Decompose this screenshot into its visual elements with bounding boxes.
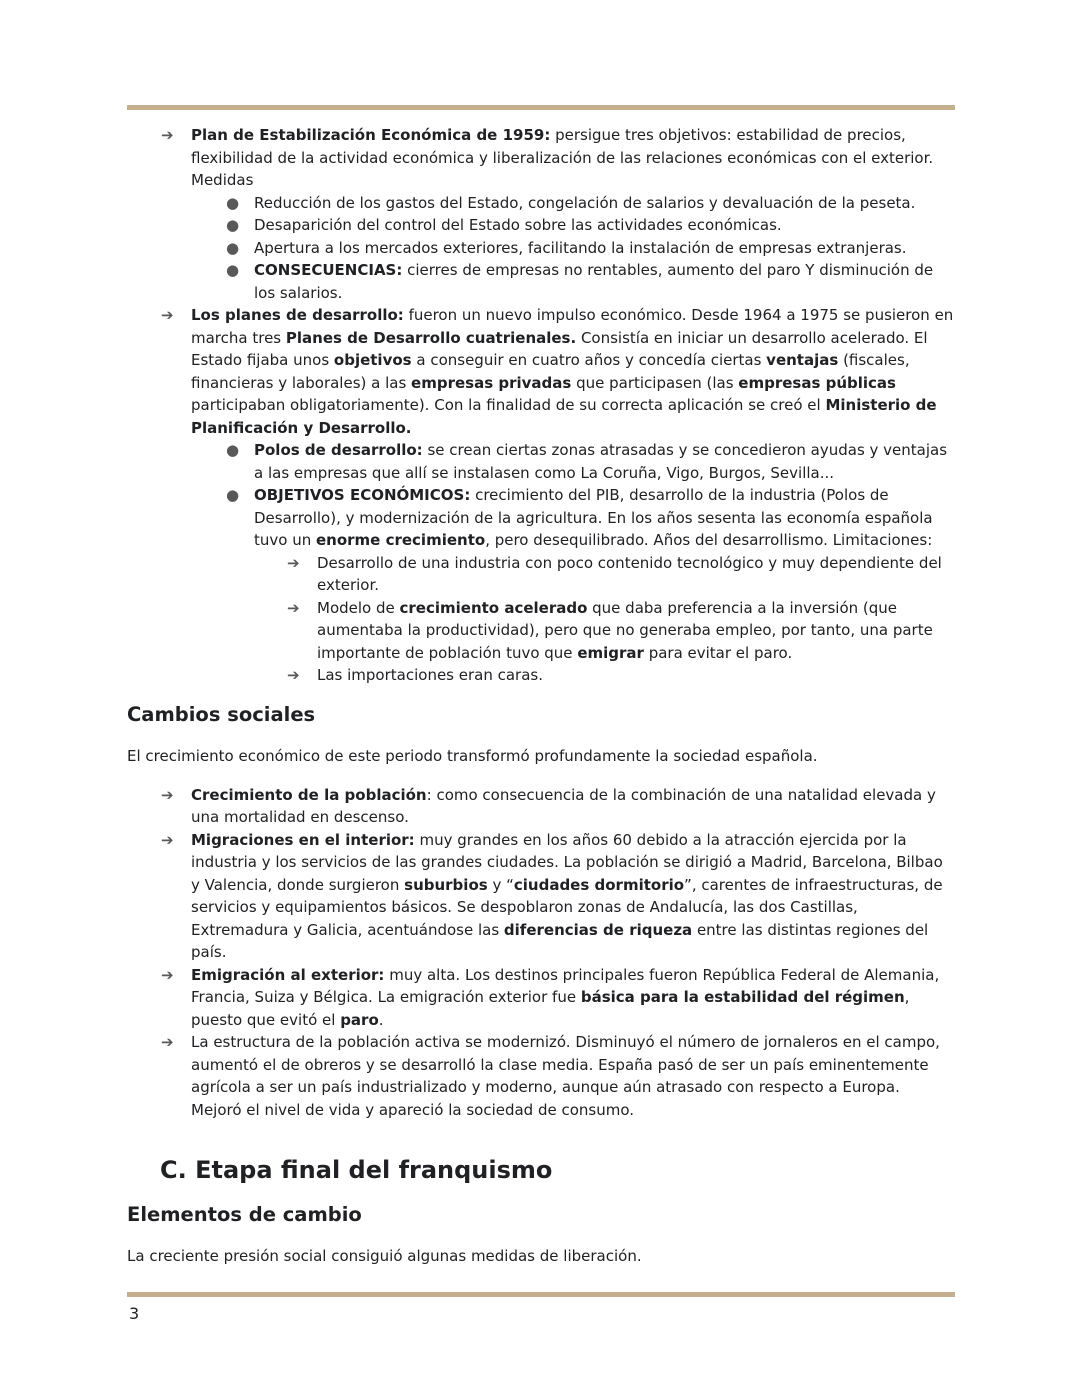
objetivos-economicos-item: ● OBJETIVOS ECONÓMICOS: crecimiento del PIB, desarrollo de la industria (Polos de Desarrollo), y modernización de la agricultura. En los años sesenta las economía española tuvo un enorme crecimiento, pero desequilibrado. Años del desarrollismo. Limitaciones: — [226, 486, 933, 549]
arrow-icon: ➔ — [287, 598, 300, 617]
arrow-icon: ➔ — [287, 553, 300, 572]
limitacion-item: ➔ Modelo de crecimiento acelerado que daba preferencia a la inversión (que aumentaba la productividad), pero que no generaba empleo, por tanto, una parte importante de población tuvo que emigrar para evitar el paro. — [287, 598, 933, 662]
plan-bullet: ● Reducción de los gastos del Estado, congelación de salarios y devaluación de la peseta. — [127, 192, 955, 215]
section-heading-cambios-sociales: Cambios sociales — [127, 702, 316, 726]
arrow-icon: ➔ — [161, 830, 174, 849]
planes-desarrollo-item: ➔ Los planes de desarrollo: fueron un nuevo impulso económico. Desde 1964 a 1975 se pusieron en marcha tres Planes de Desarrollo cuatrienales. Consistía en iniciar un desarrollo acelerado. El Estado fijaba unos objetivos a conseguir en cuatro años y concedía ciertas ventajas (fiscales, financieras y laborales) a las empresas privadas que participasen (las empresas públicas participaban obligatoriamente). Con la finalidad de su correcta aplicación se creó el Ministerio de Planificación y Desarrollo. — [161, 306, 954, 437]
arrow-icon: ➔ — [161, 965, 174, 984]
cambios-intro: El crecimiento económico de este periodo transformó profundamente la sociedad española. — [127, 747, 818, 765]
arrow-icon: ➔ — [161, 126, 174, 144]
migraciones-item: ➔ Migraciones en el interior: muy grandes en los años 60 debido a la atracción ejercida por la industria y los servicios de las grandes ciudades. La población se dirigió a Madrid, Barcelona, Bilbao y Valencia, donde surgieron suburbios y “ciudades dormitorio”, carentes de infraestructuras, de servicios y equipamientos básicos. Se despoblaron zonas de Andalucía, las dos Castillas, Extremadura y Galicia, acentuándose las diferencias de riqueza entre las distintas regiones del país. — [161, 830, 943, 961]
arrow-icon: ➔ — [287, 666, 300, 684]
arrow-icon: ➔ — [161, 785, 174, 804]
arrow-icon: ➔ — [161, 1033, 174, 1051]
plan-bullet: ● Desaparición del control del Estado sobre las actividades económicas. — [127, 214, 955, 237]
bullet-icon: ● — [226, 261, 240, 279]
limitacion-item: ➔ Desarrollo de una industria con poco contenido tecnológico y muy dependiente del exterior. — [287, 553, 942, 594]
subheading-elementos-cambio: Elementos de cambio — [127, 1202, 362, 1226]
bullet-icon: ● — [226, 486, 240, 504]
plan-estabilizacion-item — [127, 124, 955, 192]
polos-desarrollo-item: ● Polos de desarrollo: se crean ciertas zonas atrasadas y se concedieron ayudas y ventajas a las empresas que allí se instalasen como La Coruña, Vigo, Burgos, Sevilla... — [226, 441, 948, 482]
crecimiento-poblacion-item: ➔ Crecimiento de la población: como consecuencia de la combinación de una natalidad elevada y una mortalidad en descenso. — [161, 785, 936, 826]
plan-consecuencias: ● CONSECUENCIAS: cierres de empresas no rentables, aumento del paro Y disminución de los salarios. — [226, 261, 934, 302]
plan-bullet: ● Apertura a los mercados exteriores, facilitando la instalación de empresas extranjeras. — [127, 237, 955, 260]
bullet-icon: ● — [226, 216, 240, 234]
plan-text: persigue tres objetivos: estabilidad de precios, flexibilidad de la actividad económica y liberalización de las relaciones económicas con el exterior. Medidas — [191, 126, 934, 189]
limitacion-item: ➔ Las importaciones eran caras. — [127, 664, 955, 687]
footer-rule — [127, 1292, 955, 1297]
arrow-icon: ➔ — [161, 306, 174, 324]
header-rule — [127, 105, 955, 110]
page-number: 3 — [129, 1304, 140, 1323]
emigracion-item: ➔ Emigración al exterior: muy alta. Los destinos principales fueron República Federal de Alemania, Francia, Suiza y Bélgica. La emigración exterior fue básica para la estabilidad del régimen, puesto que evitó el paro. — [161, 965, 940, 1029]
estructura-item: ➔ La estructura de la población activa se modernizó. Disminuyó el número de jornaleros en el campo, aumentó el de obreros y se desarrolló la clase media. España pasó de ser un país eminentemente agrícola a ser un país industrializado y moderno, aunque aún atrasado con respecto a Europa. Mejoró el nivel de vida y apareció la sociedad de consumo. — [161, 1033, 940, 1119]
section-heading-etapa-final: C. Etapa final del franquismo — [160, 1156, 553, 1184]
bullet-icon: ● — [226, 238, 240, 257]
etapa-final-intro: La creciente presión social consiguió algunas medidas de liberación. — [127, 1247, 642, 1265]
bullet-icon: ● — [226, 441, 240, 459]
bullet-icon: ● — [226, 193, 240, 212]
page-content — [127, 124, 955, 1268]
plan-title: Plan de Estabilización Económica de 1959: — [191, 126, 551, 144]
